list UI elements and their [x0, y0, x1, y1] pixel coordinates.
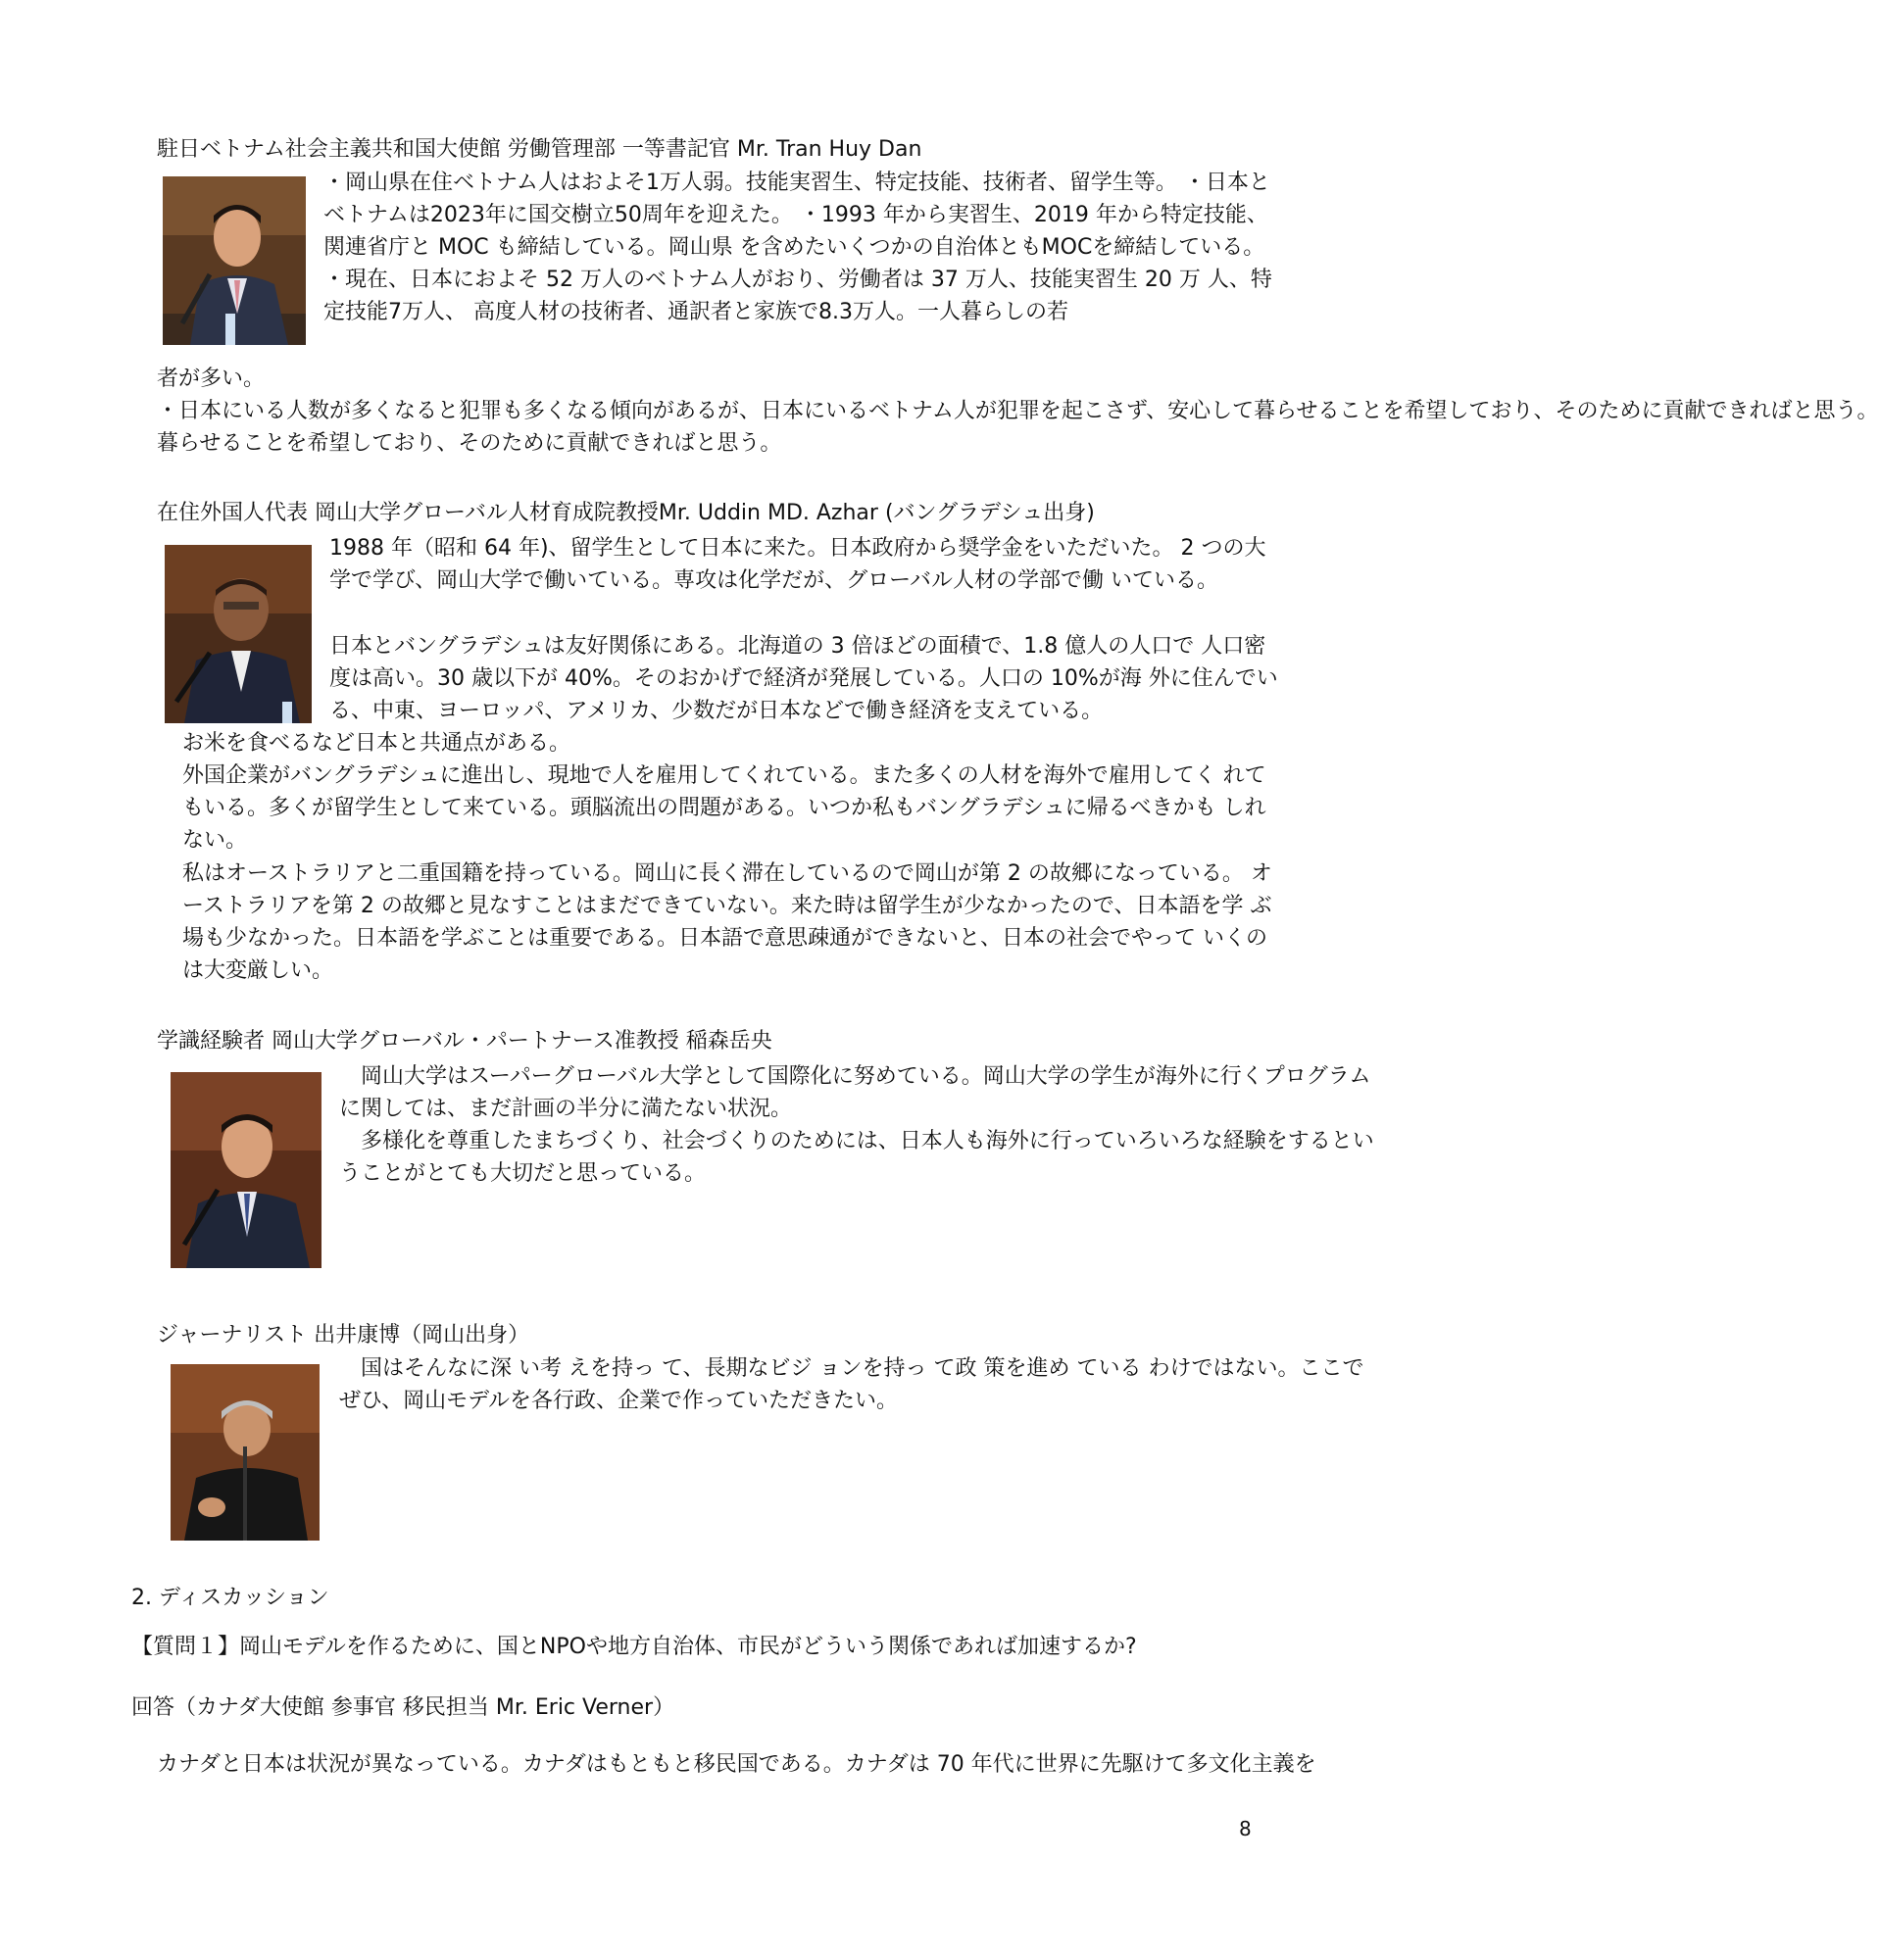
speaker-heading: 学識経験者 岡山大学グローバル・パートナース准教授 稲森岳央	[157, 1029, 772, 1054]
speaker-body-extra: ・日本にいる人数が多くなると犯罪も多くなる傾向があるが、日本にいるベトナム人が犯罪を起こさず、安心して暮らせることを希望しており、そのために貢献できればと思う。	[157, 399, 1879, 423]
speaker-paragraph: 1988 年（昭和 64 年)、留学生として日本に来た。日本政府から奨学金をいただいた。 2 つの大学で学び、岡山大学で働いている。専攻は化学だが、グローバル人材の学部で働 いている。	[329, 536, 1266, 593]
speaker-paragraph: 日本とバングラデシュは友好関係にある。北海道の 3 倍ほどの面積で、1.8 億人の人口で 人口密度は高い。30 歳以下が 40%。そのおかげで経済が発展している。人口の 10%が海 外に住んでいる、中東、ヨーロッパ、アメリカ、少数だが日本などで働き経済を支えている。	[329, 634, 1278, 723]
speaker-paragraph: 多様化を尊重したまちづくり、社会づくりのためには、日本人も海外に行っていろいろな経験をするということがとても大切だと思っている。	[339, 1129, 1374, 1186]
answer-label: 回答（カナダ大使館 参事官 移民担当 Mr. Eric Verner）	[131, 1695, 675, 1720]
speaker-paragraph: お米を食べるなど日本と共通点がある。	[182, 731, 571, 756]
speaker-paragraph: 岡山大学はスーパーグローバル大学として国際化に努めている。岡山大学の学生が海外に行くプログラムに関しては、まだ計画の半分に満たない状況。	[339, 1064, 1371, 1121]
section-heading: 2. ディスカッション	[131, 1586, 329, 1610]
speaker-paragraph: 私はオーストラリアと二重国籍を持っている。岡山に長く滞在しているので岡山が第 2 の故郷になっている。 オーストラリアを第 2 の故郷と見なすことはまだできていない。来た時は留学生が少なかったので、日本語を学 ぶ場も少なかった。日本語を学ぶことは重要である。日本語で意思疎通ができないと、日本の社会でやって いくのは大変厳しい。	[182, 861, 1272, 983]
speaker-heading: ジャーナリスト 出井康博（岡山出身）	[157, 1323, 530, 1348]
speaker-body-extra-tail-text: 暮らせることを希望しており、そのために貢献できればと思う。	[157, 431, 782, 456]
photo-associate-professor	[171, 1072, 321, 1268]
speaker-body-extra-tail	[157, 427, 781, 460]
speaker-body-continued: 者が多い。	[157, 367, 266, 391]
photo-journalist	[171, 1364, 320, 1541]
photo-bangladeshi-professor	[165, 545, 312, 723]
speaker-paragraph: 国はそんなに深 い考 えを持っ て、長期なビジ ョンを持っ て政 策を進め ている わけではない。ここでぜひ、岡山モデルを各行政、企業で作っていただきたい。	[339, 1356, 1364, 1413]
speaker-heading: 駐日ベトナム社会主義共和国大使館 労働管理部 一等書記官 Mr. Tran Huy Dan	[157, 137, 922, 162]
speaker-paragraph: 外国企業がバングラデシュに進出し、現地で人を雇用してくれている。また多くの人材を海外で雇用してく れてもいる。多くが留学生として来ている。頭脳流出の問題がある。いつか私もバングラデシュに帰るべきかも しれない。	[182, 763, 1266, 853]
photo-vietnamese-official	[163, 176, 306, 345]
page-number: 8	[1239, 1817, 1252, 1840]
answer-text: カナダと日本は状況が異なっている。カナダはもともと移民国である。カナダは 70 年代に世界に先駆けて多文化主義を	[157, 1752, 1316, 1777]
question-text: 【質問１】岡山モデルを作るために、国とNPOや地方自治体、市民がどういう関係であれば加速するか?	[131, 1635, 1137, 1659]
speaker-body: ・岡山県在住ベトナム人はおよそ1万人弱。技能実習生、特定技能、技術者、留学生等。 ・日本とベトナムは2023年に国交樹立50周年を迎えた。 ・1993 年から実習生、2019 年から特定技能、関連省庁と MOC も締結している。岡山県 を含めたいくつかの自治体ともMOCを締結している。 ・現在、日本におよそ 52 万人のベトナム人がおり、労働者は 37 万人、技能実習生 20 万 人、特定技能7万人、 高度人材の技術者、通訳者と家族で8.3万人。一人暮らしの若	[323, 171, 1272, 324]
speaker-heading: 在住外国人代表 岡山大学グローバル人材育成院教授Mr. Uddin MD. Azhar (バングラデシュ出身)	[157, 501, 1095, 525]
